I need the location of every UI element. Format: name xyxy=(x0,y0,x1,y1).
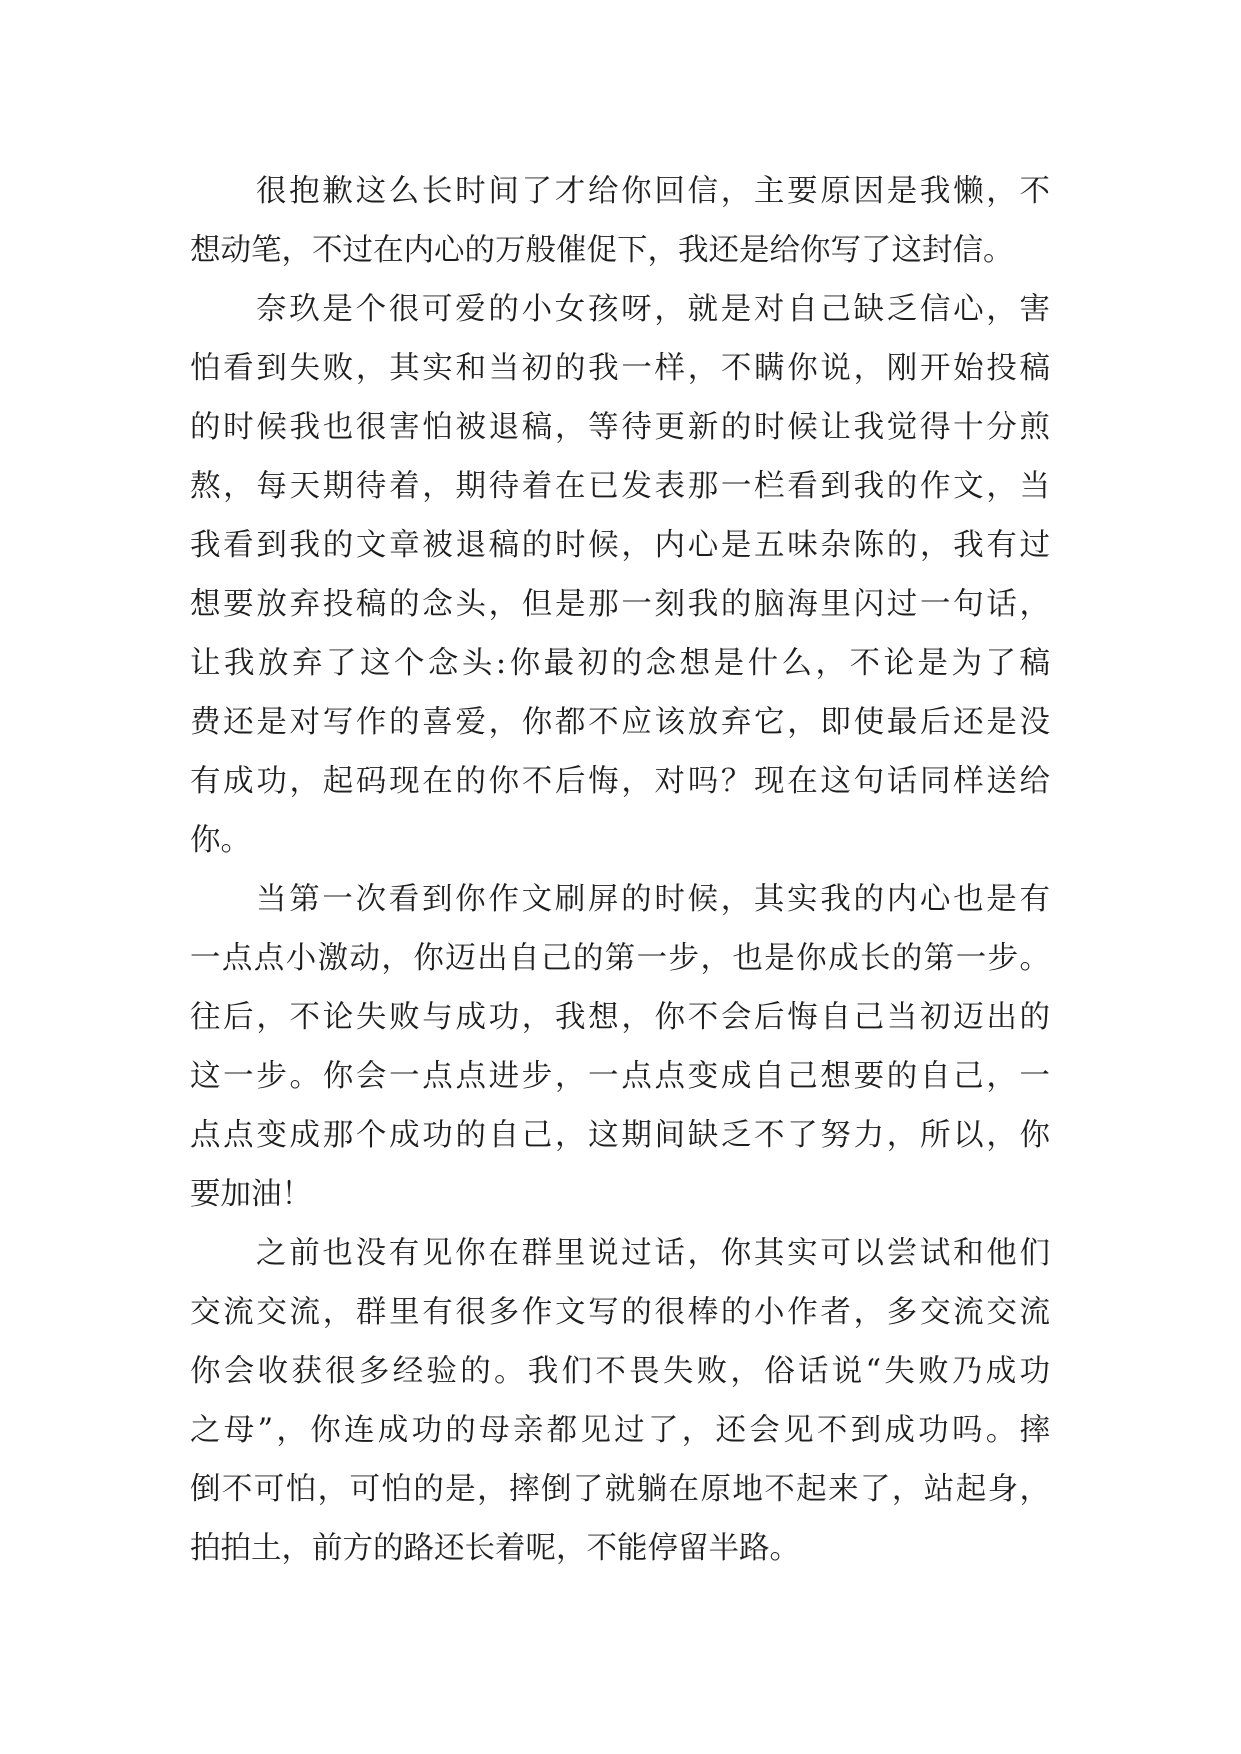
text-line: 之母”，你连成功的母亲都见过了，还会见不到成功吗。摔 xyxy=(190,1413,1050,1448)
text-line: 我看到我的文章被退稿的时候，内心是五味杂陈的，我有过 xyxy=(190,528,1050,563)
text-line: 想要放弃投稿的念头，但是那一刻我的脑海里闪过一句话， xyxy=(190,587,1050,622)
text-line: 熬，每天期待着，期待着在已发表那一栏看到我的作文，当 xyxy=(190,469,1050,504)
text-line: 交流交流，群里有很多作文写的很棒的小作者，多交流交流 xyxy=(190,1295,1050,1330)
text-line: 之前也没有见你在群里说过话，你其实可以尝试和他们 xyxy=(256,1236,1050,1271)
text-line: 想动笔，不过在内心的万般催促下，我还是给你写了这封信。 xyxy=(190,233,1014,268)
text-line: 你会收获很多经验的。我们不畏失败，俗话说“失败乃成功 xyxy=(190,1354,1050,1389)
text-line: 怕看到失败，其实和当初的我一样，不瞒你说，刚开始投稿 xyxy=(190,351,1050,386)
text-line: 奈玖是个很可爱的小女孩呀，就是对自己缺乏信心，害 xyxy=(256,292,1050,327)
text-line: 这一步。你会一点点进步，一点点变成自己想要的自己，一 xyxy=(190,1059,1050,1094)
paragraph xyxy=(190,1224,1050,1578)
text-line: 让我放弃了这个念头:你最初的念想是什么，不论是为了稿 xyxy=(190,646,1050,681)
text-line: 要加油！ xyxy=(190,1177,312,1212)
text-line: 倒不可怕，可怕的是，摔倒了就躺在原地不起来了，站起身， xyxy=(190,1472,1050,1507)
text-line: 一点点小激动，你迈出自己的第一步，也是你成长的第一步。 xyxy=(190,941,1050,976)
text-line: 当第一次看到你作文刷屏的时候，其实我的内心也是有 xyxy=(256,882,1050,917)
text-line: 你。 xyxy=(190,823,251,858)
paragraph xyxy=(190,280,1050,870)
text-line: 费还是对写作的喜爱，你都不应该放弃它，即使最后还是没 xyxy=(190,705,1050,740)
letter-body xyxy=(190,162,1050,1578)
text-line: 拍拍土，前方的路还长着呢，不能停留半路。 xyxy=(190,1531,800,1566)
text-line: 的时候我也很害怕被退稿，等待更新的时候让我觉得十分煎 xyxy=(190,410,1050,445)
text-line: 很抱歉这么长时间了才给你回信，主要原因是我懒，不 xyxy=(256,174,1050,209)
paragraph xyxy=(190,162,1050,280)
text-line: 往后，不论失败与成功，我想，你不会后悔自己当初迈出的 xyxy=(190,1000,1050,1035)
text-line: 有成功，起码现在的你不后悔，对吗？现在这句话同样送给 xyxy=(190,764,1050,799)
paragraph xyxy=(190,870,1050,1224)
text-line: 点点变成那个成功的自己，这期间缺乏不了努力，所以，你 xyxy=(190,1118,1050,1153)
